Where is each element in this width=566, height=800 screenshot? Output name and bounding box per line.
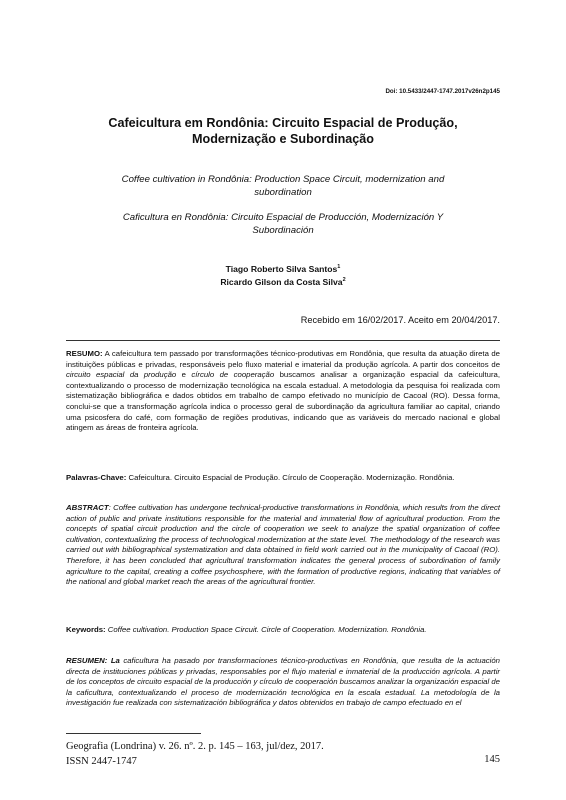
section-divider bbox=[66, 340, 500, 341]
abstract-paragraph bbox=[66, 503, 500, 588]
keywords-text: Coffee cultivation. Production Space Circuit. Circle of Cooperation. Modernization. Rondônia. bbox=[105, 625, 427, 634]
resumo-paragraph bbox=[66, 349, 500, 434]
resumo-text: buscamos analisar a organização espacial da cafeicultura, contextualizando o processo de modernização tecnológica na escala estadual. A metodologia da pesquisa foi realizada com sistematização bibliográfica e dados obtidos em trabalho de campo efetivado no município de Cacoal (RO). Dessa forma, conclui-se que a transformação agrícola indica o processo geral de subordinação da agricultura familiar ao capital, criando uma psicosfera do café, com formação de regiões produtivas, indicando que as variáveis do mercado nacional e global atingem as áreas de fronteira agrícola. bbox=[66, 370, 500, 433]
resumen-paragraph bbox=[66, 656, 500, 709]
author-2 bbox=[66, 275, 500, 288]
subtitle-spanish: Caficultura en Rondônia: Circuito Espacial de Producción, Modernización Y Subordinación bbox=[122, 212, 444, 236]
resumen-text: caficultura ha pasado por transformaciones técnico-productivas en Rondônia, que resulta de la actuación directa de instituciones públicas y privadas, responsables por el flujo material e inmaterial de la producción agrícola. A partir de los conceptos de circuito espacial de la producción y círculo de cooperación buscamos analizar la organización espacial de la caficultura, contextualizando el proceso de modernización tecnológica en la escala estadual. La metodología de la investigación fue realizada con sistematización bibliográfica y datos obtenidos en trabajo de campo efectuado en el bbox=[66, 656, 500, 708]
author-name: Tiago Roberto Silva Santos bbox=[225, 263, 338, 274]
title-line-1: Cafeicultura em Rondônia: Circuito Espacial de Produção, bbox=[108, 116, 458, 130]
received-accepted-dates: Recebido em 16/02/2017. Aceito em 20/04/2017. bbox=[300, 315, 500, 325]
footer-citation bbox=[66, 739, 324, 769]
doi-label[interactable]: Doi: 10.5433/2447-1747.2017v26n2p145 bbox=[385, 88, 500, 95]
article-title bbox=[66, 115, 500, 147]
page-number: 145 bbox=[484, 754, 500, 765]
author-footnote-mark: 2 bbox=[342, 277, 346, 284]
subtitle-english: Coffee cultivation in Rondônia: Production Space Circuit, modernization and subordination bbox=[121, 174, 445, 198]
journal-citation: Geografia (Londrina) v. 26. nº. 2. p. 145 – 163, jul/dez, 2017. bbox=[66, 741, 324, 752]
abstract-label: ABSTRACT bbox=[66, 503, 109, 512]
palavras-label: Palavras-Chave: bbox=[66, 473, 127, 482]
palavras-chave-paragraph bbox=[66, 473, 500, 484]
keywords-paragraph bbox=[66, 625, 500, 636]
resumo-label: RESUMO: bbox=[66, 349, 103, 358]
abstract-text: : Coffee cultivation has undergone technical-productive transformations in Rondônia, which results from the direct action of public and private institutions responsible for the material and immaterial flow of agricultural production. From the concepts of spatial circuit production and the circle of cooperation we seek to analyze the spatial organization of coffee cultivation, contextualizing the process of technological modernization at the state level. The methodology of the research was carried out with bibliographical systematization and data obtained in field work carried out in the municipality of Cacoal (RO). Therefore, it has been concluded that agricultural transformation indicates the general process of subordination of family agriculture to the capital, creating a coffee psychosphere, with the formation of productive regions, indicating that variables of the national and global market reach the areas of the agricultural frontier. bbox=[66, 503, 500, 587]
author-list bbox=[66, 262, 500, 289]
issn: ISSN 2447-1747 bbox=[66, 756, 137, 767]
author-1 bbox=[66, 262, 500, 275]
author-name: Ricardo Gilson da Costa Silva bbox=[220, 277, 343, 288]
palavras-text: Cafeicultura. Circuito Espacial de Produção. Círculo de Cooperação. Modernização. Rondônia. bbox=[126, 473, 455, 482]
resumo-text: A cafeicultura tem passado por transformações técnico-produtivas em Rondônia, que resulta da atuação direta de instituições públicas e privadas, responsáveis pelo fluxo material e imaterial da produção agrícola. A partir dos conceitos de bbox=[66, 349, 500, 369]
resumo-text: e bbox=[176, 370, 192, 380]
footer-divider bbox=[66, 733, 201, 734]
author-footnote-mark: 1 bbox=[337, 264, 341, 270]
resumen-label: RESUMEN: La bbox=[66, 656, 120, 665]
title-line-2: Modernização e Subordinação bbox=[192, 132, 374, 146]
resumo-term: círculo de cooperação bbox=[191, 370, 275, 380]
keywords-label: Keywords: bbox=[66, 625, 106, 634]
resumo-term: circuito espacial da produção bbox=[66, 370, 177, 380]
